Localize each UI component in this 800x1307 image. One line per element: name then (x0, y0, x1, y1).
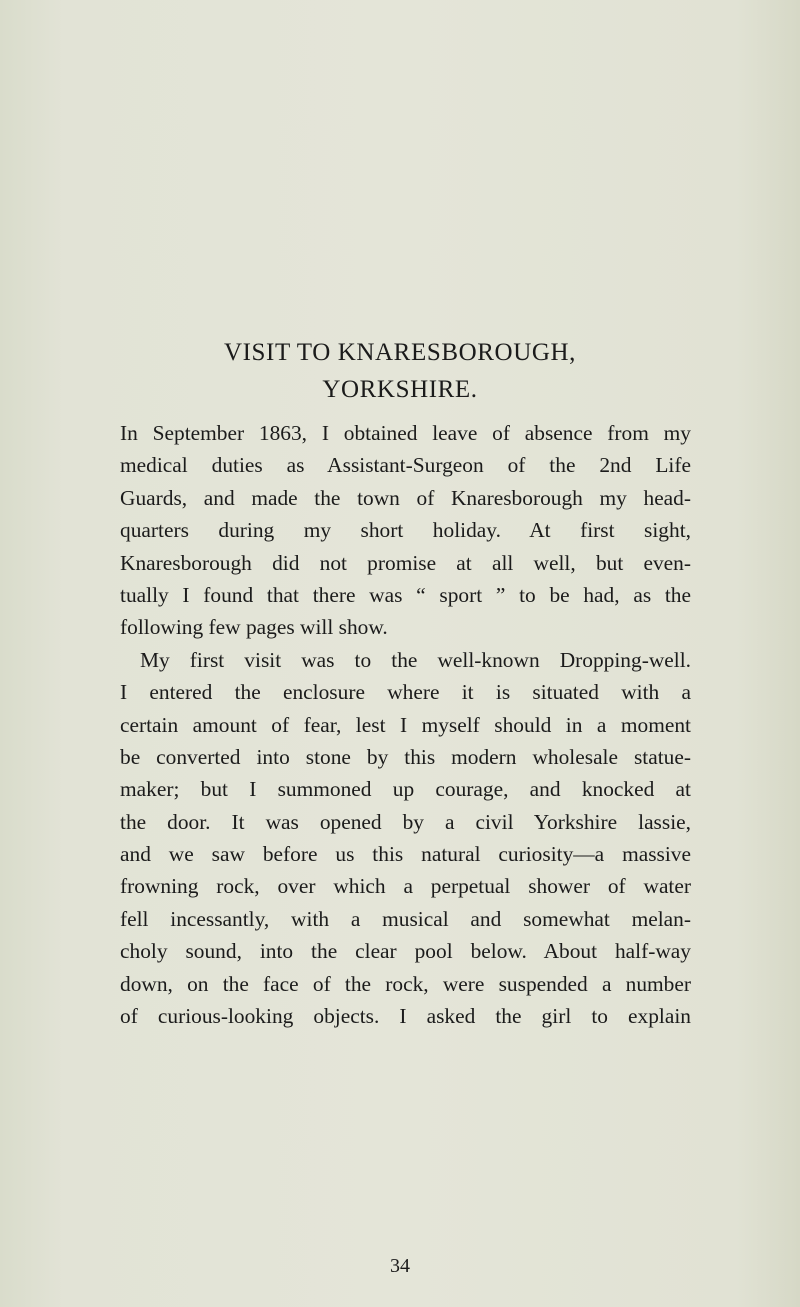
page-number: 34 (390, 1255, 410, 1277)
text-line: tually I found that there was “ sport ” to be had, as the (120, 582, 691, 607)
text-line: choly sound, into the clear pool below. About half-way (120, 939, 691, 964)
text-line: medical duties as Assistant-Surgeon of the 2nd Life (120, 453, 691, 478)
text-line: I entered the enclosure where it is situated with a (120, 680, 691, 705)
text-line: In September 1863, I obtained leave of absence from my (120, 421, 691, 445)
chapter-title-line-1: VISIT TO KNARESBOROUGH, (223, 339, 577, 366)
text-line: Guards, and made the town of Knaresborough my head- (120, 485, 691, 510)
text-line: Knaresborough did not promise at all well, but even- (120, 550, 691, 575)
text-line: My first visit was to the well-known Dropping-well. (140, 647, 691, 672)
text-line: of curious-looking objects. I asked the girl to explain (120, 1004, 691, 1029)
text-line: following few pages will show. (120, 615, 388, 640)
text-line: maker; but I summoned up courage, and knocked at (120, 777, 691, 802)
text-line: down, on the face of the rock, were suspended a number (120, 971, 691, 996)
text-line: and we saw before us this natural curiosity—a massive (120, 842, 691, 867)
text-line: the door. It was opened by a civil Yorkshire lassie, (120, 809, 691, 834)
text-line: frowning rock, over which a perpetual shower of water (120, 874, 691, 899)
text-line: certain amount of fear, lest I myself should in a moment (120, 712, 691, 737)
text-line: fell incessantly, with a musical and somewhat melan- (120, 906, 691, 931)
text-line: be converted into stone by this modern wholesale statue- (120, 744, 691, 769)
chapter-title-line-2: YORKSHIRE. (322, 376, 478, 403)
body-text (120, 417, 691, 1032)
text-line: quarters during my short holiday. At first sight, (120, 518, 691, 543)
